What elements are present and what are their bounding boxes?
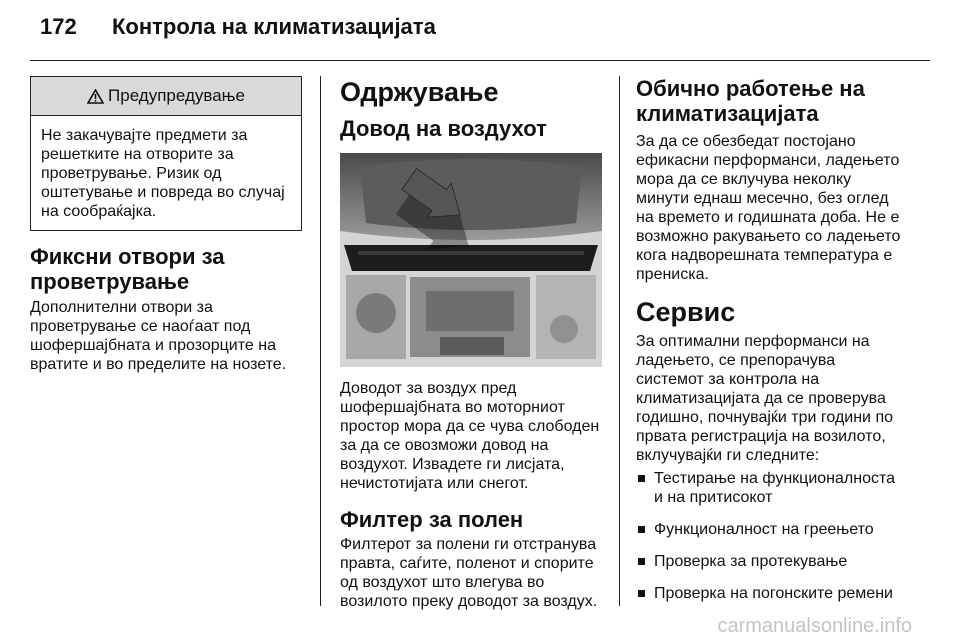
column-2 — [340, 76, 602, 611]
fixed-vents-text: Дополнителни отвори за проветрување се наоѓаат под шофершајбната и прозорците на вратите и во пределите на нозете. — [30, 299, 287, 373]
warning-header — [31, 77, 301, 116]
service-checklist — [636, 469, 904, 603]
air-intake-heading: Довод на воздухот — [340, 116, 547, 141]
fixed-vents-heading: Фиксни отвори за проветрување — [30, 244, 225, 294]
bullet-square-icon — [638, 475, 645, 482]
watermark: carmanualsonline.info — [717, 615, 912, 637]
list-item: Тестирање на функционалноста и на притисокот — [636, 469, 904, 507]
regular-operation-heading: Обично работење на климатизацијата — [636, 76, 865, 126]
list-item: Проверка за протекување — [636, 552, 904, 571]
list-item: Проверка на погонските ремени — [636, 584, 904, 603]
header-rule — [30, 60, 930, 61]
warning-box — [30, 76, 302, 231]
warning-text: Не закачувајте предмети за решетките на отворите за проветрување. Ризик од оштетување и повреда во случај на сообраќајка. — [41, 127, 285, 220]
engine-compartment-image — [340, 153, 602, 367]
warning-title: Предупредување — [108, 86, 245, 105]
pollen-filter-text: Филтерот за полени ги отстранува правта, саѓите, поленот и спорите од воздухот што влегува во возилото преку доводот за воздух. — [340, 536, 598, 610]
page-header — [40, 14, 436, 40]
regular-operation-text: За да се обезбедат постојано ефикасни перформанси, ладењето мора да се вклучува неколку минути еднаш месечно, без оглед на времето и годишната доба. Не е возможно ракувањето со ладењето кога надворешната температура е прениска. — [636, 133, 901, 283]
column-3 — [636, 76, 904, 616]
service-text: За оптимални перформанси на ладењето, се препорачува системот за контрола на климатизацијата да се проверува годишно, почнувајќи три години по првата регистрација на возилото, вклучувајќи ги следните: — [636, 333, 893, 464]
service-heading: Сервис — [636, 297, 736, 327]
column-divider-2 — [619, 76, 620, 606]
bullet-square-icon — [638, 558, 645, 565]
list-item: Функционалност на греењето — [636, 520, 904, 539]
maintenance-heading: Одржување — [340, 77, 499, 107]
page-title: Контрола на климатизацијата — [112, 14, 436, 39]
pollen-filter-heading: Филтер за полен — [340, 507, 524, 532]
column-1 — [30, 76, 302, 374]
bullet-square-icon — [638, 526, 645, 533]
warning-triangle-icon — [87, 89, 104, 104]
air-intake-text: Доводот за воздух пред шофершајбната во моторниот простор мора да се чува слободен за да се овозможи довод на воздухот. Извадете ги лисјата, нечистотијата или снегот. — [340, 380, 600, 492]
bullet-square-icon — [638, 590, 645, 597]
page-number: 172 — [40, 14, 77, 39]
column-divider-1 — [320, 76, 321, 606]
